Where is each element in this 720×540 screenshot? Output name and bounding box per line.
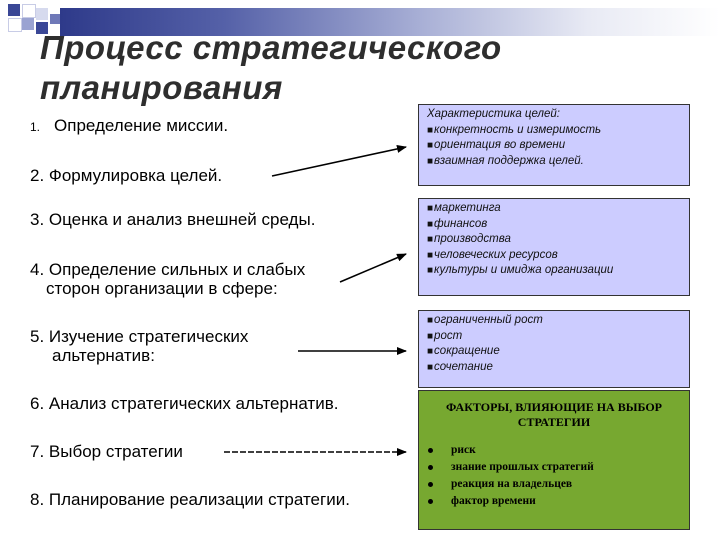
- square-bullet-icon: ■: [427, 218, 434, 230]
- step-label: 5. Изучение стратегических: [30, 327, 249, 346]
- square-bullet-icon: ■: [427, 265, 434, 276]
- square-bullet-icon: ■: [427, 234, 434, 245]
- step-label: Определение миссии.: [54, 116, 229, 135]
- box-item: ■ориентация во времени: [427, 139, 566, 151]
- arrow-areas: [340, 254, 406, 282]
- page-title: Процесс стратегического планирования: [40, 29, 502, 106]
- step-label-cont: сторон организации в сфере:: [46, 279, 278, 298]
- step-label: 6. Анализ стратегических альтернатив.: [30, 394, 339, 413]
- square-bullet-icon: ■: [427, 155, 434, 167]
- step-label: 4. Определение сильных и слабых: [30, 260, 306, 279]
- square-bullet-icon: ■: [427, 124, 434, 136]
- box-item: ■маркетинга: [427, 202, 501, 214]
- box-item: знание прошлых стратегий: [419, 459, 689, 476]
- box-item: ■культуры и имиджа организации: [427, 264, 614, 276]
- step-label: 3. Оценка и анализ внешней среды.: [30, 210, 316, 229]
- arrow-goals: [272, 147, 406, 176]
- step-label: 2. Формулировка целей.: [30, 166, 223, 185]
- square-bullet-icon: ■: [427, 346, 434, 357]
- box-item: ■производства: [427, 233, 511, 245]
- box-header: Характеристика целей:: [427, 108, 560, 120]
- step-label-cont: альтернатив:: [52, 346, 155, 365]
- box-item: ■рост: [427, 329, 463, 342]
- box-item: реакция на владельцев: [419, 476, 689, 493]
- box-item: ■ограниченный рост: [427, 314, 543, 326]
- square-bullet-icon: ■: [427, 249, 434, 261]
- square-bullet-icon: ■: [427, 330, 434, 342]
- step-label: 7. Выбор стратегии: [30, 442, 183, 461]
- square-bullet-icon: ■: [427, 203, 434, 214]
- box-item: ■человеческих ресурсов: [427, 248, 558, 261]
- box-item: ■сокращение: [427, 345, 500, 357]
- box-item: риск: [419, 442, 689, 459]
- step-number: 1.: [30, 120, 41, 134]
- box-header: ФАКТОРЫ, ВЛИЯЮЩИЕ НА ВЫБОР СТРАТЕГИИ: [445, 400, 663, 429]
- square-bullet-icon: ■: [427, 361, 434, 373]
- square-bullet-icon: ■: [427, 140, 434, 151]
- box-item: ■финансов: [427, 217, 488, 230]
- box-item: фактор времени: [419, 493, 689, 510]
- step-label: 8. Планирование реализации стратегии.: [30, 490, 350, 509]
- square-bullet-icon: ■: [427, 315, 434, 326]
- box-item: ■сочетание: [427, 360, 493, 373]
- box-item: ■взаимная поддержка целей.: [427, 154, 584, 167]
- box-item: ■конкретность и измеримость: [427, 123, 602, 136]
